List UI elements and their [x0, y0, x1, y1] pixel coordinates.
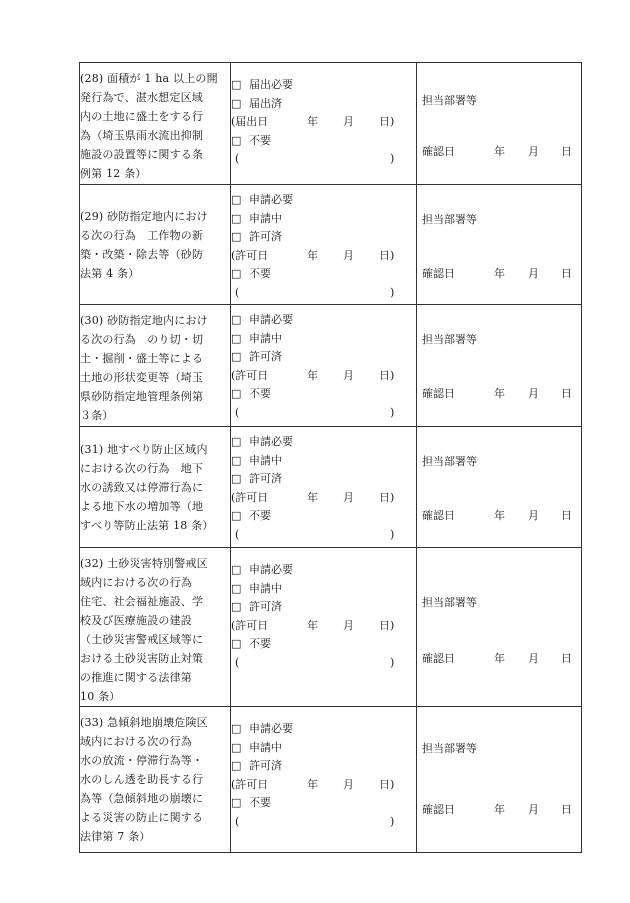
status-option[interactable]: [231, 598, 416, 617]
checkbox[interactable]: □: [231, 759, 242, 773]
note-parentheses[interactable]: [231, 526, 416, 545]
regulation-row: [80, 427, 582, 548]
regulation-row: [80, 185, 582, 305]
not-needed-label: 不要: [249, 387, 271, 401]
not-needed-option[interactable]: [231, 635, 416, 654]
option-label: 申請中: [249, 211, 282, 225]
option-label: 申請必要: [249, 193, 293, 206]
month-label: 月: [343, 618, 354, 632]
description-line: 為（埼玉県雨水流出抑制: [80, 129, 204, 142]
option-label: 許可済: [249, 472, 282, 486]
description-line: 法第 4 条）: [80, 267, 140, 280]
option-label: 届出済: [249, 96, 282, 110]
description-line: 10 条）: [80, 690, 121, 703]
year-label: 年: [494, 509, 505, 522]
confirmation-label: 確認日: [422, 145, 455, 158]
status-cell: [231, 185, 417, 305]
month-label: 月: [528, 145, 539, 158]
year-label: 年: [494, 387, 505, 400]
option-label: 届出必要: [249, 78, 293, 91]
year-label: 年: [494, 145, 505, 158]
day-close-label: 日: [379, 618, 390, 632]
paren-close: ): [390, 368, 395, 382]
option-label: 申請中: [249, 331, 282, 345]
status-date-line: [231, 617, 416, 636]
checkbox[interactable]: □: [231, 740, 242, 754]
description-line: おける土砂災害防止対策: [80, 652, 204, 665]
day-close-label: 日: [379, 248, 390, 262]
option-label: 申請必要: [249, 313, 293, 326]
checkbox[interactable]: □: [231, 230, 242, 244]
confirmation-label: 確認日: [422, 267, 455, 280]
description-line: （土砂災害警戒区域等に: [80, 633, 204, 646]
description-line: 例第 12 条）: [80, 167, 147, 180]
paren-close: ): [390, 777, 395, 791]
status-date-line: [231, 367, 416, 386]
description-line: 内の土地に盛土をする行: [80, 110, 204, 123]
not-needed-option[interactable]: [231, 385, 416, 404]
status-option[interactable]: [231, 210, 416, 229]
status-date-line: [231, 113, 416, 132]
status-cell: [231, 707, 417, 853]
status-option[interactable]: [231, 330, 416, 349]
description-line: る次の行為 のり切・切: [80, 333, 204, 346]
paren-open: (: [235, 285, 240, 299]
description-line: 域内における次の行為: [80, 735, 192, 748]
regulation-check-table: [79, 62, 582, 853]
day-close-label: 日: [379, 368, 390, 382]
description-line: 校及び医療施設の建設: [80, 614, 192, 627]
regulation-row: [80, 305, 582, 427]
day-label: 日: [561, 145, 572, 158]
regulation-description: [80, 427, 231, 548]
department-cell: [417, 185, 582, 305]
paren-close: ): [390, 655, 395, 669]
description-line: よる災害の防止に関する: [80, 811, 204, 824]
description-line: (33) 急傾斜地崩壊危険区: [80, 716, 208, 729]
paren-open: (: [235, 814, 240, 828]
checkbox[interactable]: □: [231, 600, 242, 614]
status-date-line: [231, 489, 416, 508]
description-line: よる地下水の増加等（地: [80, 500, 204, 513]
not-needed-label: 不要: [249, 133, 271, 147]
status-date-label: (許可日: [231, 618, 269, 632]
status-cell: [231, 305, 417, 427]
department-label: 担当部署等: [422, 94, 477, 107]
day-close-label: 日: [379, 777, 390, 791]
status-option[interactable]: [231, 470, 416, 489]
option-label: 許可済: [249, 759, 282, 773]
option-label: 許可済: [249, 230, 282, 244]
note-parentheses[interactable]: [231, 813, 416, 832]
year-label: 年: [307, 618, 318, 632]
status-option[interactable]: [231, 348, 416, 367]
status-date-label: (届出日: [231, 115, 269, 129]
checkbox[interactable]: □: [231, 267, 242, 281]
not-needed-label: 不要: [249, 267, 271, 281]
not-needed-option[interactable]: [231, 794, 416, 813]
confirmation-label: 確認日: [422, 387, 455, 400]
paren-close: ): [390, 115, 395, 129]
option-label: 許可済: [249, 350, 282, 364]
not-needed-option[interactable]: [231, 507, 416, 526]
description-line: る次の行為 工作物の新: [80, 229, 204, 242]
month-label: 月: [528, 267, 539, 280]
regulation-description: [80, 707, 231, 853]
paren-open: (: [235, 655, 240, 669]
paren-close: ): [390, 618, 395, 632]
description-line: 発行為で、湛水想定区域: [80, 91, 203, 104]
department-label: 担当部署等: [422, 213, 477, 226]
month-label: 月: [343, 368, 354, 382]
checkbox[interactable]: □: [231, 350, 242, 364]
option-label: 申請必要: [249, 563, 293, 576]
paren-close: ): [390, 405, 395, 419]
month-label: 月: [528, 387, 539, 400]
confirmation-label: 確認日: [422, 652, 455, 665]
month-label: 月: [343, 777, 354, 791]
confirmation-date: [422, 650, 577, 666]
status-date-label: (許可日: [231, 248, 269, 262]
day-close-label: 日: [379, 490, 390, 504]
status-option[interactable]: [231, 739, 416, 758]
checkbox[interactable]: □: [231, 472, 242, 486]
year-label: 年: [307, 368, 318, 382]
description-line: (31) 地すべり防止区域内: [80, 443, 208, 456]
checkbox[interactable]: □: [231, 313, 242, 326]
checkbox[interactable]: □: [231, 796, 242, 810]
option-label: 申請必要: [249, 435, 293, 448]
day-label: 日: [561, 387, 572, 400]
checkbox[interactable]: □: [231, 581, 242, 595]
status-option[interactable]: [231, 311, 416, 330]
option-label: 申請中: [249, 581, 282, 595]
paren-open: (: [235, 405, 240, 419]
option-label: 申請中: [249, 740, 282, 754]
not-needed-option[interactable]: [231, 132, 416, 151]
description-line: 県砂防指定地管理条例第: [80, 390, 204, 403]
regulation-row: [80, 548, 582, 707]
paren-open: (: [235, 152, 240, 166]
status-option[interactable]: [231, 95, 416, 114]
not-needed-label: 不要: [249, 796, 271, 810]
regulation-description: [80, 63, 231, 185]
year-label: 年: [307, 777, 318, 791]
day-label: 日: [561, 509, 572, 522]
status-date-label: (許可日: [231, 777, 269, 791]
option-label: 許可済: [249, 600, 282, 614]
paren-close: ): [390, 285, 395, 299]
paren-close: ): [390, 814, 395, 828]
description-line: 法律第 7 条）: [80, 830, 151, 843]
status-date-label: (許可日: [231, 368, 269, 382]
checkbox[interactable]: □: [231, 387, 242, 401]
description-line: (28) 面積が 1 ha 以上の開: [80, 72, 218, 85]
status-option[interactable]: [231, 452, 416, 471]
year-label: 年: [307, 490, 318, 504]
option-label: 申請中: [249, 453, 282, 467]
paren-close: ): [390, 490, 395, 504]
confirmation-label: 確認日: [422, 803, 455, 816]
month-label: 月: [343, 248, 354, 262]
status-option[interactable]: [231, 757, 416, 776]
note-parentheses[interactable]: [231, 654, 416, 673]
not-needed-label: 不要: [249, 509, 271, 523]
confirmation-date: [422, 507, 577, 523]
description-line: (29) 砂防指定地内におけ: [80, 210, 208, 223]
option-label: 申請必要: [249, 722, 293, 735]
description-line: すべり等防止法第 18 条）: [80, 519, 214, 532]
not-needed-label: 不要: [249, 637, 271, 651]
year-label: 年: [494, 652, 505, 665]
paren-close: ): [390, 527, 395, 541]
regulation-row: [80, 707, 582, 853]
department-cell: [417, 548, 582, 707]
month-label: 月: [528, 509, 539, 522]
checkbox[interactable]: □: [231, 637, 242, 651]
checkbox[interactable]: □: [231, 78, 242, 91]
department-cell: [417, 707, 582, 853]
regulation-description: [80, 305, 231, 427]
description-line: (30) 砂防指定地内におけ: [80, 314, 208, 327]
checkbox[interactable]: □: [231, 331, 242, 345]
department-cell: [417, 305, 582, 427]
day-label: 日: [561, 803, 572, 816]
description-line: ３条）: [80, 409, 114, 422]
note-parentheses[interactable]: [231, 150, 416, 169]
description-line: の推進に関する法律第: [80, 671, 192, 684]
status-option[interactable]: [231, 433, 416, 452]
description-line: 域内における次の行為: [80, 576, 192, 589]
checkbox[interactable]: □: [231, 133, 242, 147]
description-line: 施設の設置等に関する条: [80, 148, 204, 161]
status-option[interactable]: [231, 720, 416, 739]
paren-close: ): [390, 152, 395, 166]
confirmation-date: [422, 801, 577, 817]
department-cell: [417, 63, 582, 185]
month-label: 月: [528, 652, 539, 665]
checkbox[interactable]: □: [231, 722, 242, 735]
description-line: 住宅、社会福祉施設、学: [80, 595, 204, 608]
regulation-description: [80, 185, 231, 305]
checkbox[interactable]: □: [231, 96, 242, 110]
department-label: 担当部署等: [422, 742, 477, 755]
status-option[interactable]: [231, 228, 416, 247]
day-label: 日: [561, 267, 572, 280]
confirmation-date: [422, 385, 577, 401]
regulation-row: [80, 63, 582, 185]
confirmation-date: [422, 265, 577, 281]
department-label: 担当部署等: [422, 596, 477, 609]
confirmation-date: [422, 143, 577, 159]
description-line: 為等（急傾斜地の崩壊に: [80, 792, 204, 805]
description-line: 土・掘削・盛土等による: [80, 352, 204, 365]
description-line: (32) 土砂災害特別警戒区: [80, 557, 208, 570]
month-label: 月: [343, 115, 354, 129]
status-option[interactable]: [231, 191, 416, 210]
status-option[interactable]: [231, 580, 416, 599]
department-cell: [417, 427, 582, 548]
regulation-description: [80, 548, 231, 707]
month-label: 月: [528, 803, 539, 816]
status-cell: [231, 427, 417, 548]
status-cell: [231, 548, 417, 707]
status-option[interactable]: [231, 76, 416, 95]
year-label: 年: [307, 115, 318, 129]
paren-open: (: [235, 527, 240, 541]
status-date-line: [231, 776, 416, 795]
month-label: 月: [343, 490, 354, 504]
checkbox[interactable]: □: [231, 435, 242, 448]
day-close-label: 日: [379, 115, 390, 129]
description-line: 水の誘致又は停滞行為に: [80, 481, 204, 494]
checkbox[interactable]: □: [231, 211, 242, 225]
paren-close: ): [390, 248, 395, 262]
checkbox[interactable]: □: [231, 509, 242, 523]
department-label: 担当部署等: [422, 333, 477, 346]
checkbox[interactable]: □: [231, 563, 242, 576]
confirmation-label: 確認日: [422, 509, 455, 522]
year-label: 年: [494, 267, 505, 280]
status-date-line: [231, 247, 416, 266]
department-label: 担当部署等: [422, 455, 477, 468]
note-parentheses[interactable]: [231, 284, 416, 303]
checkbox[interactable]: □: [231, 453, 242, 467]
status-date-label: (許可日: [231, 490, 269, 504]
year-label: 年: [494, 803, 505, 816]
not-needed-option[interactable]: [231, 265, 416, 284]
description-line: 築・改築・除去等（砂防: [80, 248, 204, 261]
description-line: における次の行為 地下: [80, 462, 204, 475]
year-label: 年: [307, 248, 318, 262]
status-option[interactable]: [231, 561, 416, 580]
note-parentheses[interactable]: [231, 404, 416, 423]
day-label: 日: [561, 652, 572, 665]
status-cell: [231, 63, 417, 185]
checkbox[interactable]: □: [231, 193, 242, 206]
description-line: 水の放流・停滞行為等・: [80, 754, 204, 767]
description-line: 水のしん透を助長する行: [80, 773, 204, 786]
description-line: 土地の形状変更等（埼玉: [80, 371, 204, 384]
